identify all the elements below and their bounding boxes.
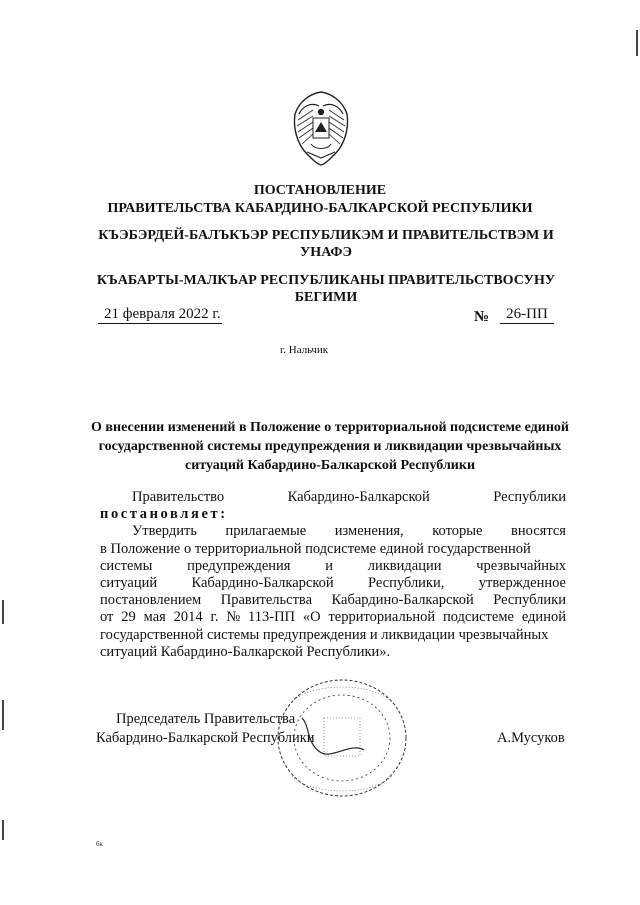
body-word: и bbox=[325, 557, 333, 574]
body-word: ситуаций bbox=[100, 575, 158, 592]
body-word: г. bbox=[210, 609, 219, 626]
body-line bbox=[100, 592, 566, 609]
body-word: Кабардино-Балкарской bbox=[191, 575, 334, 592]
body-word: Республики bbox=[493, 592, 566, 609]
body-word: изменения, bbox=[334, 523, 404, 540]
body-word: мая bbox=[143, 609, 166, 626]
document-title bbox=[80, 182, 560, 218]
body-word: 113-ПП bbox=[248, 609, 296, 626]
body-word: системы bbox=[100, 557, 153, 574]
body-line bbox=[100, 489, 566, 506]
body-word: ликвидации bbox=[367, 557, 442, 574]
margin-mark bbox=[2, 820, 4, 840]
body-line bbox=[100, 575, 566, 592]
number-sign: № bbox=[474, 309, 490, 325]
body-line: ситуаций Кабардино-Балкарской Республики». bbox=[100, 643, 391, 660]
body-line bbox=[100, 558, 566, 575]
body-word: Кабардино-Балкарской bbox=[331, 592, 474, 609]
signatory-region: Кабардино-Балкарской Республики bbox=[96, 730, 315, 746]
signatory-name: А.Мусуков bbox=[497, 730, 565, 746]
body-text: государственной системы предупреждения и ликвидации чрезвычайных bbox=[100, 626, 549, 643]
body-line bbox=[100, 541, 566, 558]
body-word: Республики bbox=[493, 489, 566, 505]
decree-date: 21 февраля 2022 г. bbox=[98, 306, 222, 324]
title-line-1: ПОСТАНОВЛЕНИЕ bbox=[253, 183, 387, 198]
margin-mark bbox=[2, 600, 4, 624]
body-word: «О bbox=[302, 609, 321, 626]
body-word: предупреждения bbox=[187, 557, 291, 574]
body-word: подсистеме bbox=[442, 609, 514, 626]
body-line bbox=[100, 627, 566, 644]
city: г. Нальчик bbox=[280, 344, 329, 356]
title-line-2: ПРАВИТЕЛЬСТВА КАБАРДИНО-БАЛКАРСКОЙ РЕСПУБЛИКИ bbox=[107, 201, 533, 216]
body-word: прилагаемые bbox=[225, 523, 307, 540]
body-word: которые bbox=[432, 523, 483, 540]
margin-mark bbox=[636, 30, 638, 56]
body-word: 2014 bbox=[173, 609, 203, 626]
body-word: Кабардино-Балкарской bbox=[287, 489, 430, 505]
body-word: Правительства bbox=[220, 592, 313, 609]
body-word: единой bbox=[521, 609, 566, 626]
body-word: вносятся bbox=[511, 523, 566, 540]
body-word: чрезвычайных bbox=[476, 557, 566, 574]
body-word: 29 bbox=[121, 609, 136, 626]
body-line bbox=[100, 609, 566, 626]
decree-verb: постановляет: bbox=[100, 506, 228, 523]
decree-body bbox=[100, 489, 566, 661]
body-line bbox=[100, 523, 566, 540]
balkar-title: КЪАБАРТЫ-МАЛКЪАР РЕСПУБЛИКАНЫ ПРАВИТЕЛЬСТВОСУНУ БЕГИМИ bbox=[96, 273, 556, 305]
body-word: территориальной bbox=[328, 609, 436, 626]
kabardian-title: КЪЭБЭРДЕЙ-БАЛЪКЪЭР РЕСПУБЛИКЭМ И ПРАВИТЕЛЬСТВЭМ И УНАФЭ bbox=[98, 228, 554, 260]
coat-of-arms-icon bbox=[289, 88, 353, 166]
margin-mark bbox=[2, 700, 4, 730]
body-word: Утвердить bbox=[132, 523, 197, 540]
body-word: № bbox=[226, 609, 241, 626]
body-word: Правительство bbox=[132, 489, 225, 505]
body-word: от bbox=[100, 609, 114, 626]
decree-subject: О внесении изменений в Положение о территориальной подсистеме единой государственной системы предупреждения и ликвидации чрезвычайных ситуаций Кабардино-Балкарской Республики bbox=[91, 420, 569, 473]
footer-code: 6к bbox=[96, 840, 103, 848]
body-word: утвержденное bbox=[478, 575, 566, 592]
decree-number: 26-ПП bbox=[500, 306, 554, 324]
body-text: в Положение о территориальной подсистеме единой государственной bbox=[100, 540, 531, 557]
signatory-position: Председатель Правительства bbox=[116, 711, 296, 727]
body-word: постановлением bbox=[100, 592, 202, 609]
body-word: Республики, bbox=[368, 575, 445, 592]
